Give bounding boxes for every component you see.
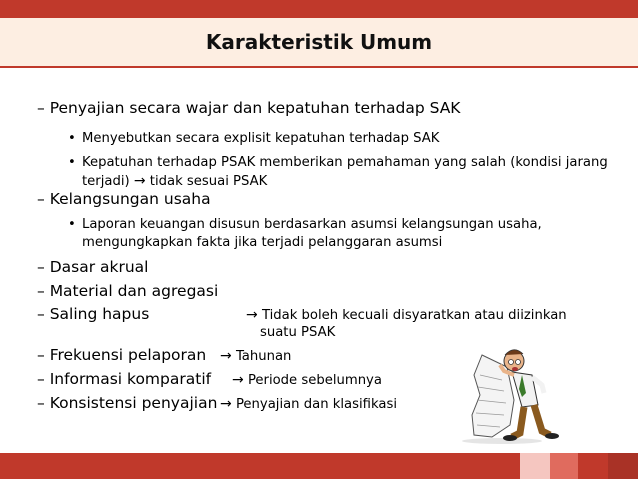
arrow-right-icon: → [220, 348, 232, 364]
komparatif-note: → Periode sebelumnya [232, 372, 382, 388]
footer-block-dark [608, 453, 638, 479]
frekuensi-note: → Tahunan [220, 348, 292, 364]
list-item-dasar-akrual: – Dasar akrual [37, 258, 149, 276]
footer-block-mid [550, 453, 578, 479]
arrow-right-icon: → [133, 173, 146, 189]
footer-block-light [520, 453, 550, 479]
sub-item-explisit: Menyebutkan secara explisit kepatuhan terhadap SAK [82, 131, 440, 146]
saling-hapus-note-line1: → Tidak boleh kecuali disyaratkan atau diizinkan [246, 307, 567, 323]
list-item-kelangsungan-usaha: – Kelangsungan usaha [37, 190, 211, 208]
bullet: • [68, 131, 76, 146]
arrow-right-icon: → [220, 396, 232, 412]
list-item-informasi-komparatif: – Informasi komparatif [37, 370, 212, 388]
arrow-right-icon: → [246, 307, 258, 323]
list-item-saling-hapus: – Saling hapus [37, 305, 150, 323]
konsistensi-note: → Penyajian dan klasifikasi [220, 396, 397, 412]
sub-item-kepatuhan-line1: Kepatuhan terhadap PSAK memberikan pemahaman yang salah (kondisi jarang [82, 155, 608, 170]
saling-hapus-note-line2: suatu PSAK [260, 325, 336, 340]
bullet: • [68, 217, 76, 232]
sub-item-laporan-line2: mengungkapkan fakta jika terjadi pelanggaran asumsi [82, 235, 443, 250]
list-item-penyajian-wajar: – Penyajian secara wajar dan kepatuhan terhadap SAK [37, 99, 461, 117]
list-item-material-agregasi: – Material dan agregasi [37, 282, 219, 300]
sub-item-laporan-line1: Laporan keuangan disusun berdasarkan asumsi kelangsungan usaha, [82, 217, 542, 232]
arrow-right-icon: → [232, 372, 244, 388]
bullet: • [68, 155, 76, 170]
item-text: Penyajian secara wajar dan kepatuhan terhadap SAK [49, 99, 461, 117]
list-item-frekuensi-pelaporan: – Frekuensi pelaporan [37, 346, 207, 364]
cartoon-reading-report-illustration [452, 345, 582, 445]
top-accent-bar [0, 0, 638, 18]
list-item-konsistensi-penyajian: – Konsistensi penyajian [37, 394, 218, 412]
footer-block-accent [578, 453, 608, 479]
slide-title: Karakteristik Umum [205, 30, 433, 54]
sub-item-kepatuhan-line2: terjadi) → tidak sesuai PSAK [82, 173, 268, 189]
